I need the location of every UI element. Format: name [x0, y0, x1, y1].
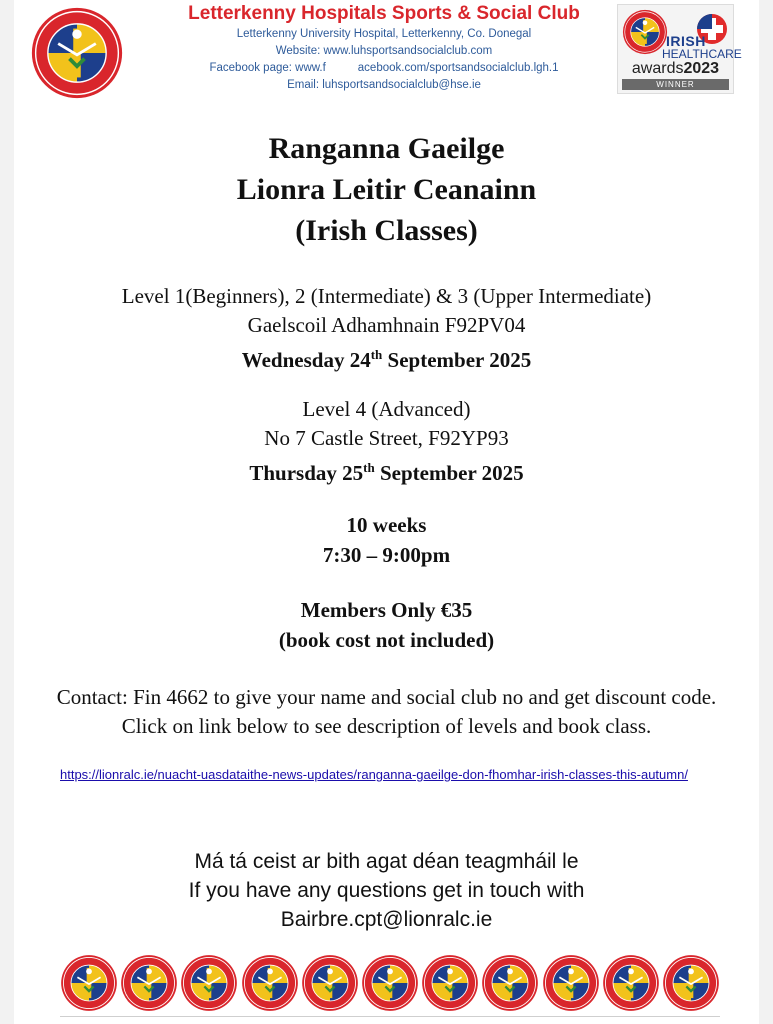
schedule: [14, 510, 759, 570]
club-logo: [120, 954, 178, 1012]
session-1: [14, 282, 759, 375]
club-facebook: Facebook page: www.f acebook.com/sportsandsocialclub.lgh.1: [209, 62, 559, 74]
club-logo: [60, 954, 118, 1012]
club-email: Email: luhsportsandsocialclub@hse.ie: [287, 79, 481, 91]
session-2: [14, 395, 759, 488]
footer-divider: [60, 1016, 720, 1017]
classes-link[interactable]: https://lionralc.ie/nuacht-uasdataithe-news-updates/ranganna-gaeilge-don-fhomhar-irish-classes-this-autumn/: [60, 767, 688, 782]
session-2-date: Thursday 25th September 2025: [249, 460, 524, 485]
header-text: [144, 2, 624, 94]
club-address: Letterkenny University Hospital, Letterkenny, Co. Donegal: [236, 28, 532, 40]
closing: [14, 847, 759, 934]
session-2-levels: Level 4 (Advanced): [302, 397, 471, 421]
header: [14, 0, 759, 100]
session-2-venue: No 7 Castle Street, F92YP93: [264, 426, 509, 450]
club-name: Letterkenny Hospitals Sports & Social Club: [188, 3, 580, 24]
club-logo: [241, 954, 299, 1012]
award-irish: IRISH: [666, 33, 706, 49]
club-logo: [30, 6, 124, 100]
flyer-title: [14, 128, 759, 251]
club-logo: [180, 954, 238, 1012]
price: Members Only €35: [300, 598, 473, 622]
club-logo: [301, 954, 359, 1012]
title-line-2: Lionra Leitir Ceanainn: [236, 173, 537, 206]
session-1-levels: Level 1(Beginners), 2 (Intermediate) & 3 (Upper Intermediate): [121, 284, 652, 308]
closing-email[interactable]: Bairbre.cpt@lionralc.ie: [280, 908, 493, 931]
duration: 10 weeks: [346, 513, 427, 537]
club-logo: [662, 954, 720, 1012]
club-logo: [542, 954, 600, 1012]
healthcare-award-badge: [617, 4, 742, 94]
flyer-page: [14, 0, 759, 1024]
pricing: [14, 595, 759, 655]
session-1-date: Wednesday 24th September 2025: [241, 347, 532, 372]
session-1-venue: Gaelscoil Adhamhnain F92PV04: [247, 313, 526, 337]
contact-text: Contact: Fin 4662 to give your name and social club no and get discount code. Click on link below to see description of levels and book class.: [56, 685, 717, 738]
award-winner: WINNER: [622, 79, 729, 90]
closing-irish: Má tá ceist ar bith agat déan teagmháil le: [194, 850, 579, 873]
club-logo: [602, 954, 660, 1012]
closing-english: If you have any questions get in touch with: [188, 879, 585, 902]
award-healthcare: HEALTHCARE: [662, 47, 742, 61]
club-logo: [421, 954, 479, 1012]
footer-logo-strip: [60, 954, 720, 1014]
title-line-3: (Irish Classes): [295, 214, 478, 247]
class-time: 7:30 – 9:00pm: [322, 543, 451, 567]
price-note: (book cost not included): [278, 628, 495, 652]
club-logo: [481, 954, 539, 1012]
club-website: Website: www.luhsportsandsocialclub.com: [275, 45, 493, 57]
title-line-1: Ranganna Gaeilge: [268, 132, 505, 165]
award-title: awards2023: [631, 60, 720, 77]
club-logo: [361, 954, 419, 1012]
